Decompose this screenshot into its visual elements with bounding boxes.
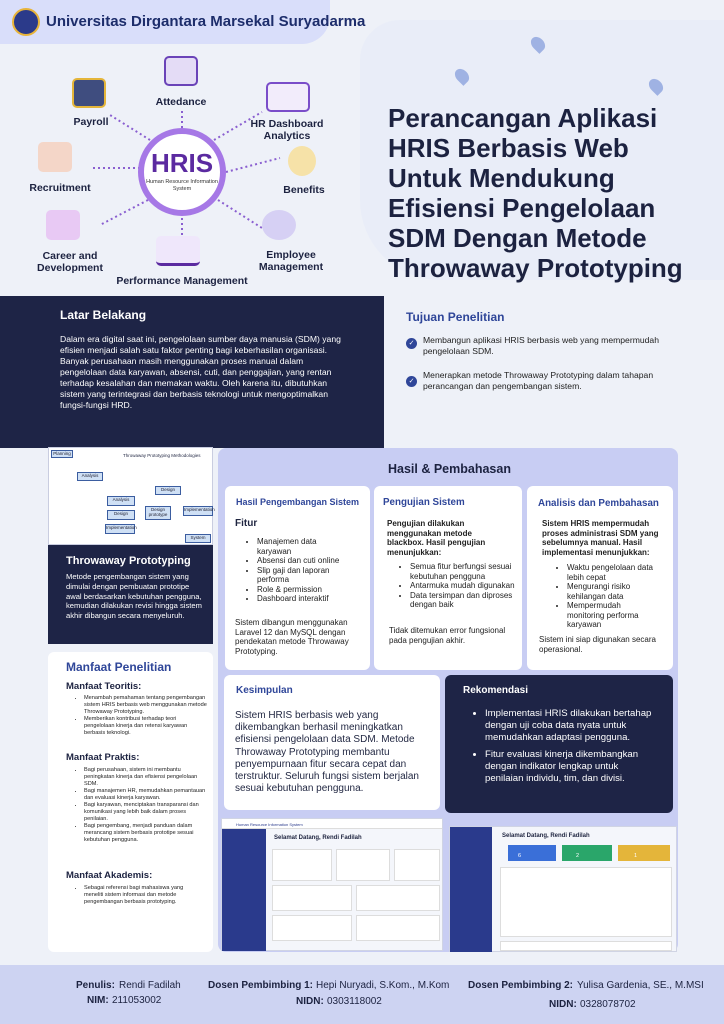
app-sidebar [450,827,492,952]
list-item: • Data tersimpan dan diproses dengan baik [410,591,516,610]
stat-card: 2 [562,845,612,861]
stat-card: 6 [508,845,556,861]
throwaway-heading: Throwaway Prototyping [66,555,191,567]
list-item: • Fitur evaluasi kinerja dikembangkan dengan indikator lengkap untuk penilaian individu, tim, dan divisi. [485,749,655,784]
benefits-hand-coin-icon [288,146,316,176]
flow-implementation: Implementation [105,524,135,534]
flow-analysis: Analysis [107,496,135,506]
nim-label: NIM: [87,995,109,1006]
rekomendasi-card [445,675,673,813]
manfaat-akademis-heading: Manfaat Akademis: [66,870,153,881]
manfaat-teoritis-heading: Manfaat Teoritis: [66,681,142,692]
list-item: • Mengurangi risiko kehilangan data [567,582,657,601]
list-item: • Slip gaji dan laporan performa [257,566,342,585]
footer [0,965,724,1024]
welcome-text: Selamat Datang, Rendi Fadilah [502,833,590,839]
pengembangan-heading: Hasil Pengembangan Sistem [236,497,360,507]
list-item: • Implementasi HRIS dilakukan bertahap dengan uji coba data nyata untuk memudahkan adaptasi pengguna. [485,708,655,743]
pengujian-heading: Pengujian Sistem [383,497,465,508]
node-employee: Employee Management [258,249,324,273]
list-item: • Memberikan kontribusi terhadap teori pengelolaan kinerja dan retensi karyawan berbasis teknologi. [84,716,208,737]
university-logo-icon [12,8,40,36]
flow-analysis-top: Analysis [77,472,103,481]
flow-title: Throwaway Prototyping Methodologies [123,453,201,458]
tujuan-item: Menerapkan metode Throwaway Prototyping dalam tahapan perancangan dan pengembangan sistem. [423,370,654,391]
manfaat-section [48,652,213,952]
attendance-checklist-icon [164,56,198,86]
list-item: • Dashboard interaktif [257,594,342,604]
card-analisis [527,486,673,670]
kesimpulan-card [224,675,440,810]
app-name: Human Resource Information System [222,819,442,829]
latar-belakang-section [0,296,384,448]
node-performance: Performance Management [116,275,248,287]
kesimpulan-heading: Kesimpulan [236,685,293,696]
info-card [272,849,332,881]
university-name: Universitas Dirgantara Marsekal Suryadarma [46,13,366,30]
analisis-note: Sistem ini siap digunakan secara operasional. [539,635,656,654]
app-screenshot-dashboard [221,818,443,951]
hris-hub [138,128,226,216]
hub-subtitle: Human Resource Information System [146,179,218,192]
card-pengembangan [225,486,370,670]
throwaway-flow-diagram [48,447,213,545]
throwaway-text: Metode pengembangan sistem yang dimulai dengan pembuatan prototipe awal berdasarkan kebutuhan pengguna, kemudian dilakukan revisi hingga sistem akhir dibangun secara menyeluruh. [66,572,202,621]
node-payroll: Payroll [73,116,109,128]
hasil-heading: Hasil & Pembahasan [388,462,511,476]
info-card [272,885,352,911]
node-career: Career and Development [37,250,103,274]
list-item: • Waktu pengelolaan data lebih cepat [567,563,657,582]
node-recruitment: Recruitment [29,182,91,194]
node-hr-dashboard: HR Dashboard Analytics [250,118,324,142]
dosen2-name: Yulisa Gardenia, SE., M.MSI [577,980,704,991]
manfaat-heading: Manfaat Penelitian [66,660,172,674]
nidn2-label: NIDN: [549,999,577,1010]
pengujian-note: Tidak ditemukan error fungsional pada pengujian akhir. [389,626,506,645]
poster-title: Perancangan Aplikasi HRIS Berbasis Web Untuk Mendukung Efisiensi Pengelolaan SDM Dengan Metode Throwaway Prototyping [388,103,683,283]
pengujian-intro: Pengujian dilakukan menggunakan metode blackbox. Hasil pengujian menunjukkan: [387,519,486,557]
dosen1-name: Hepi Nuryadi, S.Kom., M.Kom [316,980,450,991]
list-item: • Mempermudah monitoring performa karyawan [567,601,657,630]
payroll-calculator-icon [72,78,106,108]
nim-value: 211053002 [112,995,162,1006]
list-item: • Manajemen data karyawan [257,537,342,556]
check-circle-icon: ✓ [406,376,417,387]
flow-planning: Planning [51,450,73,458]
performance-bar-chart-icon [156,236,200,266]
info-card [272,915,352,941]
info-card [394,849,440,881]
list-item: • Absensi dan cuti online [257,556,342,566]
recruitment-people-icon [38,142,72,172]
nidn2-value: 0328078702 [580,999,636,1010]
career-growth-icon [46,210,80,240]
latar-heading: Latar Belakang [60,308,147,322]
dosen2-label: Dosen Pembimbing 2: [468,980,574,991]
flow-design-prototype: Design prototype [145,506,171,520]
employee-table [500,867,672,937]
chart-panel [500,941,672,951]
list-item: • Antarmuka mudah digunakan [410,581,516,591]
tujuan-item: Membangun aplikasi HRIS berbasis web yang mempermudah pengelolaan SDM. [423,335,659,356]
welcome-text: Selamat Datang, Rendi Fadilah [274,835,362,841]
app-screenshot-admin [449,826,677,952]
list-item: • Menambah pemahaman tentang pengembangan sistem HRIS berbasis web menggunakan metode Throwaway Prototyping. [84,695,208,716]
flow-design-top: Design [155,486,181,495]
tujuan-section [396,296,724,446]
tujuan-heading: Tujuan Penelitian [406,310,505,324]
list-item: • Sebagai referensi bagi mahasiswa yang meneliti sistem informasi dan metode pengembangan berbasis prototyping. [84,885,186,906]
flow-design: Design [107,510,135,520]
manfaat-praktis-heading: Manfaat Praktis: [66,752,140,763]
list-item: • Semua fitur berfungsi sesuai kebutuhan pengguna [410,562,516,581]
info-card [356,885,440,911]
info-card [356,915,440,941]
penulis-label: Penulis: [76,980,115,991]
list-item: • Bagi karyawan, menciptakan transparansi dan komunikasi yang lebih baik dalam proses penilaian. [84,802,206,823]
hr-dashboard-chart-icon [266,82,310,112]
nidn1-value: 0303118002 [327,996,382,1007]
node-benefits: Benefits [283,184,325,196]
dosen1-label: Dosen Pembimbing 1: [208,980,314,991]
analisis-intro: Sistem HRIS mempermudah proses administrasi SDM yang sebelumnya manual. Hasil implementasi menunjukkan: [542,519,659,557]
nidn1-label: NIDN: [296,996,324,1007]
analisis-heading: Analisis dan Pembahasan [538,498,659,509]
pengembangan-note: Sistem dibangun menggunakan Laravel 12 dan MySQL dengan pendekatan metode Throwaway Prototyping. [235,618,349,656]
card-pengujian [374,486,522,670]
stat-card: 1 [618,845,670,861]
employee-gears-icon [262,210,296,240]
penulis-name: Rendi Fadilah [119,980,181,991]
flow-implementation-right: Implementation [183,506,213,516]
node-attendance: Attedance [155,96,207,108]
fitur-heading: Fitur [235,518,258,529]
throwaway-section [48,545,213,644]
rekomendasi-heading: Rekomendasi [463,685,529,696]
list-item: • Bagi manajemen HR, memudahkan pemantauan dan evaluasi kinerja karyawan. [84,788,206,802]
info-card [336,849,390,881]
check-circle-icon: ✓ [406,338,417,349]
kesimpulan-text: Sistem HRIS berbasis web yang dikembangkan berhasil meningkatkan efisiensi pengelolaan data SDM. Metode Throwaway Prototyping membantu penyempurnaan fitur secara cepat dan terstruktur. Seluruh fungsi sistem berjalan sesuai kebutuhan pengguna. [235,710,419,795]
latar-text: Dalam era digital saat ini, pengelolaan sumber daya manusia (SDM) yang efisien menjadi salah satu faktor penting bagi keberhasilan organisasi. Banyak perusahaan masih menggunakan proses manual dalam pengelolaan data karyawan, absensi, cuti, dan penggajian, yang rentan terhadap kesalahan dan memakan waktu. Oleh karena itu, dibutuhkan sistem yang terintegrasi dan berbasis teknologi untuk mengoptimalkan fungsi-fungsi HRD. [60,334,341,410]
list-item: • Bagi perusahaan, sistem ini membantu peningkatan kinerja dan efisiensi pengelolaan SDM. [84,767,206,788]
app-sidebar [222,829,266,951]
hub-title: HRIS [150,148,214,178]
hris-diagram [0,50,360,290]
list-item: • Role & permission [257,585,342,595]
list-item: • Bagi pengembang, menjadi panduan dalam merancang sistem berbasis prototipe sesuai kebutuhan pengguna. [84,823,206,844]
flow-system: System [185,534,211,543]
